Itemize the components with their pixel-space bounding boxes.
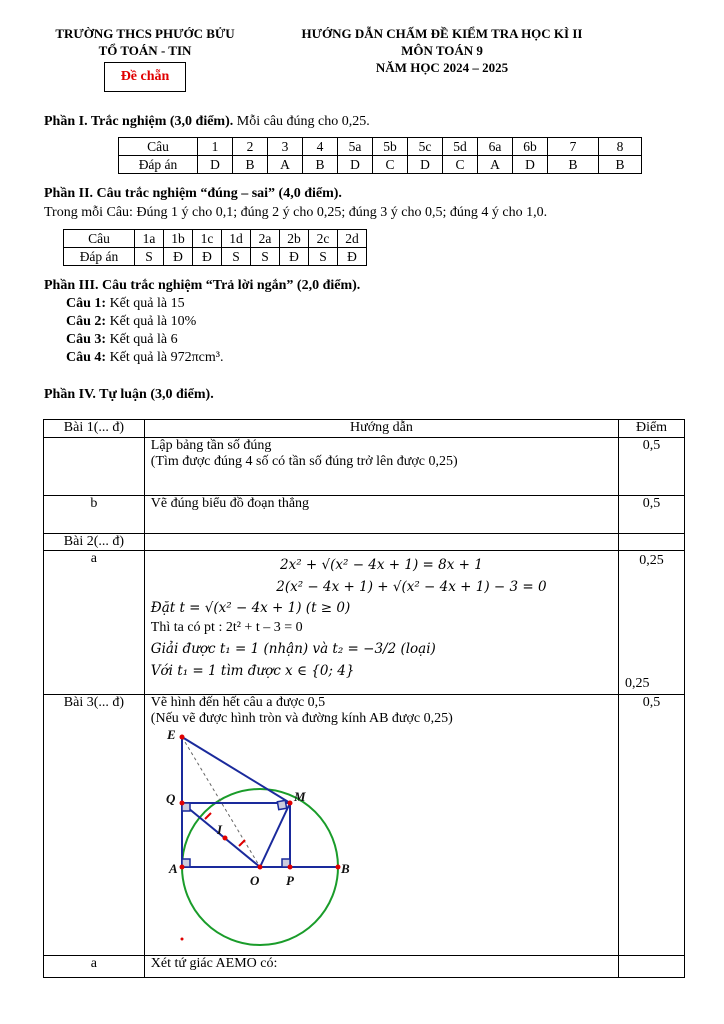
cell — [619, 534, 685, 551]
right-angle-m — [277, 800, 286, 809]
part1-answer-row — [119, 156, 642, 174]
short-answer-2 — [66, 314, 196, 330]
question-label: Câu 4: — [66, 350, 107, 365]
cell: D — [513, 156, 548, 174]
answer-text: Kết quả là 10% — [106, 314, 197, 329]
guide-line: (Nếu vẽ được hình tròn và đường kính AB được 0,25) — [150, 711, 453, 726]
score-value: 0,25 — [625, 676, 650, 691]
variant-badge: Đề chẵn — [104, 62, 186, 92]
cell: 1c — [193, 230, 222, 248]
answer-text: Kết quả là 15 — [106, 296, 185, 311]
cell: 2c — [309, 230, 338, 248]
cell: 2 — [233, 138, 268, 156]
table-row — [44, 534, 685, 551]
cell: 3 — [268, 138, 303, 156]
cell: 5a — [338, 138, 373, 156]
cell: Đ — [338, 248, 367, 266]
table-row — [44, 551, 685, 695]
label-q: Q — [165, 791, 176, 806]
part2-title: Phần II. Câu trắc nghiệm “đúng – sai” (4,0 điểm). — [44, 186, 342, 201]
cell: Đáp án — [119, 156, 198, 174]
school-name: TRƯỜNG THCS PHƯỚC BỬU — [55, 26, 235, 41]
table-row — [44, 496, 685, 534]
guide-line: Lập bảng tần số đúng — [150, 438, 272, 453]
table-row — [44, 438, 685, 496]
cell: 1b — [164, 230, 193, 248]
cell: B — [599, 156, 642, 174]
point-i — [222, 836, 227, 841]
label-e: E — [166, 727, 176, 742]
cell: 5b — [373, 138, 408, 156]
answer-text: Kết quả là 972πcm³. — [106, 350, 224, 365]
stray-dot — [180, 938, 183, 941]
point-b — [335, 865, 340, 870]
point-e — [179, 735, 184, 740]
cell — [619, 956, 685, 978]
table-row — [44, 695, 685, 956]
cell: 5c — [408, 138, 443, 156]
cell: 6a — [478, 138, 513, 156]
point-p — [287, 865, 292, 870]
cell: Đ — [280, 248, 309, 266]
essay-rubric-table — [43, 419, 685, 978]
short-answer-1 — [66, 296, 185, 312]
part1-heading — [44, 114, 370, 130]
cell: B — [303, 156, 338, 174]
cell: 2d — [338, 230, 367, 248]
cell: 6b — [513, 138, 548, 156]
label-m: M — [293, 789, 306, 804]
guide-cell: Vẽ đúng biểu đồ đoạn thẳng — [144, 496, 618, 534]
geometry-figure — [165, 727, 365, 947]
tick-mark — [205, 813, 211, 819]
score-cell: 0,5 — [619, 695, 685, 956]
cell: 5d — [443, 138, 478, 156]
bai-label: Bài 3(... đ) — [44, 695, 145, 956]
equation-1: 2x² + √(x² − 4x + 1) = 8x + 1 — [280, 557, 483, 573]
department-name: TỔ TOÁN - TIN — [98, 43, 192, 58]
col-header-guide: Hướng dẫn — [144, 420, 618, 438]
cell: 2b — [280, 230, 309, 248]
guide-line: Vẽ hình đến hết câu a được 0,5 — [150, 695, 326, 710]
cell: 1 — [198, 138, 233, 156]
score-cell: 0,5 — [619, 438, 685, 496]
cell: B — [548, 156, 599, 174]
cell: 2a — [251, 230, 280, 248]
question-label: Câu 3: — [66, 332, 107, 347]
label-o: O — [249, 873, 260, 888]
cell: C — [443, 156, 478, 174]
header-left — [30, 25, 260, 59]
label-a: A — [168, 861, 178, 876]
part3-title: Phần III. Câu trắc nghiệm “Trả lời ngắn” (2,0 điểm). — [44, 278, 361, 293]
part1-answer-table — [118, 137, 642, 174]
label-b: B — [340, 861, 350, 876]
cell: Câu — [119, 138, 198, 156]
guide-line: (Tìm được đúng 4 số có tần số đúng trở lên được 0,25) — [150, 454, 458, 469]
cell: Câu — [64, 230, 135, 248]
tick-mark — [239, 840, 245, 846]
cell: 8 — [599, 138, 642, 156]
guide-cell: Xét tứ giác AEMO có: — [144, 956, 618, 978]
cell: C — [373, 156, 408, 174]
point-q — [179, 801, 184, 806]
question-label: Câu 1: — [66, 296, 107, 311]
cell: D — [198, 156, 233, 174]
point-o — [257, 865, 262, 870]
cell: 1d — [222, 230, 251, 248]
point-a — [179, 865, 184, 870]
part1-header-row — [119, 138, 642, 156]
cell: A — [268, 156, 303, 174]
document-title: HƯỚNG DẪN CHẤM ĐỀ KIỂM TRA HỌC KÌ II — [301, 26, 583, 41]
equation-3: Đặt t = √(x² − 4x + 1) (t ≥ 0) — [150, 600, 351, 616]
cell: Đ — [193, 248, 222, 266]
score-value: 0,25 — [639, 553, 664, 568]
part1-note: Mỗi câu đúng cho 0,25. — [233, 114, 370, 129]
cell: S — [222, 248, 251, 266]
equation-6: Với t₁ = 1 tìm được x ∈ {0; 4} — [150, 663, 355, 679]
cell: 1a — [135, 230, 164, 248]
equation-2: 2(x² − 4x + 1) + √(x² − 4x + 1) − 3 = 0 — [276, 579, 547, 595]
short-answer-4 — [66, 350, 223, 366]
equation-4: Thì ta có pt : 2t² + t – 3 = 0 — [150, 620, 303, 635]
question-label: Câu 2: — [66, 314, 107, 329]
label-p: P — [285, 873, 294, 888]
part2-header-row — [64, 230, 367, 248]
col-header-score: Điểm — [619, 420, 685, 438]
col-header-bai: Bài 1(... đ) — [44, 420, 145, 438]
part2-note: Trong mỗi Câu: Đúng 1 ý cho 0,1; đúng 2 ý cho 0,25; đúng 3 ý cho 0,5; đúng 4 ý cho 1,0. — [44, 205, 548, 220]
subject: MÔN TOÁN 9 — [401, 43, 483, 58]
cell: B — [233, 156, 268, 174]
part2-answer-row — [64, 248, 367, 266]
score-cell — [619, 551, 685, 695]
item-label: b — [44, 496, 145, 534]
cell: D — [338, 156, 373, 174]
cell: Đ — [164, 248, 193, 266]
cell: 4 — [303, 138, 338, 156]
line-mo — [260, 803, 290, 867]
short-answer-3 — [66, 332, 178, 348]
cell: D — [408, 156, 443, 174]
cell — [44, 438, 145, 496]
guide-cell — [144, 695, 618, 956]
guide-cell — [144, 438, 618, 496]
cell: S — [135, 248, 164, 266]
part4-title: Phần IV. Tự luận (3,0 điểm). — [44, 387, 214, 402]
table-header-row — [44, 420, 685, 438]
cell — [144, 534, 618, 551]
cell: S — [309, 248, 338, 266]
cell: A — [478, 156, 513, 174]
answer-text: Kết quả là 6 — [106, 332, 178, 347]
label-i: I — [216, 822, 222, 837]
point-m — [287, 801, 292, 806]
part2-answer-table — [63, 229, 367, 266]
item-label: a — [44, 956, 145, 978]
cell: 7 — [548, 138, 599, 156]
school-year: NĂM HỌC 2024 – 2025 — [375, 60, 509, 75]
table-row — [44, 956, 685, 978]
equation-5: Giải được t₁ = 1 (nhận) và t₂ = −3/2 (loại) — [150, 641, 436, 657]
item-label: a — [44, 551, 145, 695]
cell: S — [251, 248, 280, 266]
score-cell: 0,5 — [619, 496, 685, 534]
header-right — [262, 25, 622, 76]
guide-cell — [144, 551, 618, 695]
part1-title: Phần I. Trắc nghiệm (3,0 điểm). — [44, 114, 234, 129]
cell: Đáp án — [64, 248, 135, 266]
bai-label: Bài 2(... đ) — [44, 534, 145, 551]
